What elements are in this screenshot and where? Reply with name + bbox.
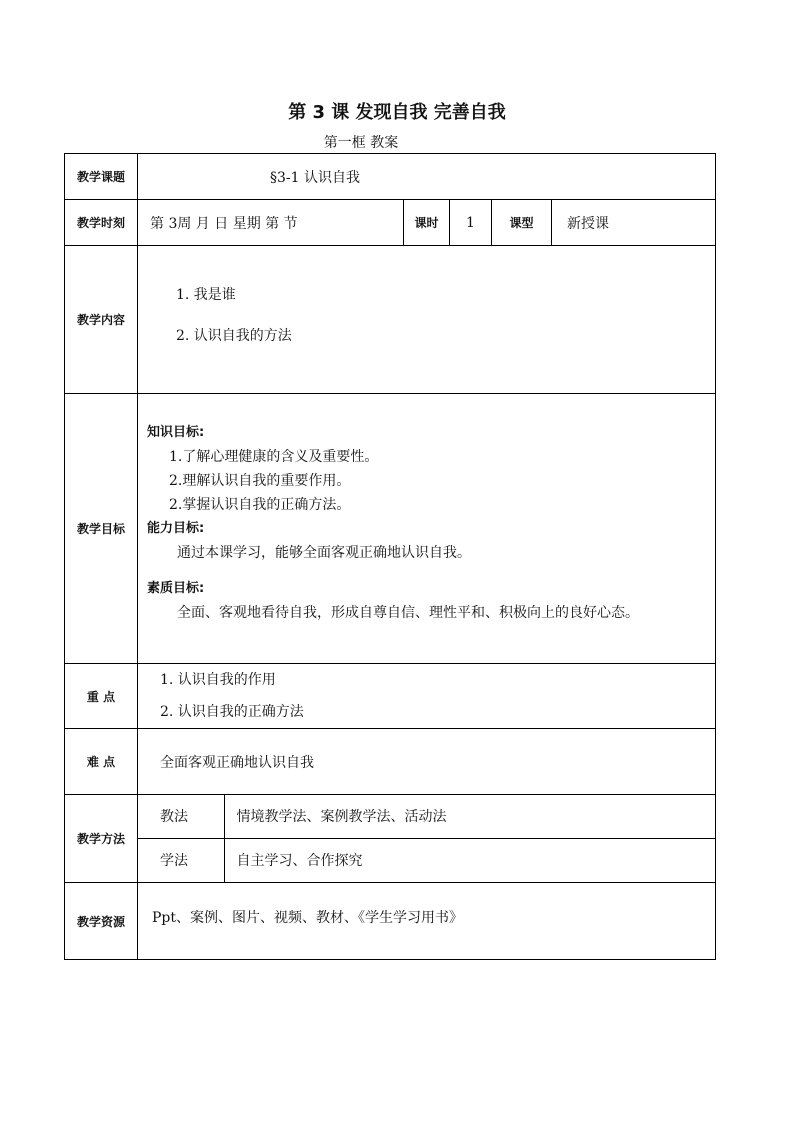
- page-subtitle: 第一框 教案: [323, 135, 399, 151]
- topic-label: 教学课题: [65, 154, 138, 200]
- content-cell: [138, 246, 716, 394]
- row-goals: [65, 394, 716, 664]
- quality-goal-text: 全面、客观地看待自我，形成自尊自信、理性平和、积极向上的良好心态。: [177, 605, 639, 621]
- goals-label: 教学目标: [65, 394, 138, 664]
- learn-method-value: 自主学习、合作探究: [224, 838, 715, 882]
- methods-label: 教学方法: [65, 795, 138, 883]
- teach-method-row: [138, 795, 715, 838]
- teach-method-label: 教法: [138, 795, 224, 838]
- goals-spacer: [147, 565, 715, 577]
- hours-label: 课时: [404, 200, 450, 246]
- row-methods: [65, 795, 716, 883]
- ability-goal-title: 能力目标:: [147, 521, 205, 536]
- difficulty-value: 全面客观正确地认识自我: [138, 729, 716, 795]
- ability-goal-text: 通过本课学习，能够全面客观正确地认识自我。: [177, 545, 471, 561]
- type-label: 课型: [492, 200, 552, 246]
- goals-cell: [138, 394, 716, 664]
- row-time: [65, 200, 716, 246]
- learn-method-label: 学法: [138, 838, 224, 882]
- hours-value: 1: [450, 200, 492, 246]
- key-item: 2. 认识自我的正确方法: [160, 704, 304, 720]
- row-topic: [65, 154, 716, 200]
- row-content: [65, 246, 716, 394]
- teach-method-value: 情境教学法、案例教学法、活动法: [236, 809, 447, 826]
- quality-goal-title: 素质目标:: [147, 581, 205, 596]
- learn-method-row: [138, 838, 715, 882]
- knowledge-goal-item: 1.了解心理健康的含义及重要性。: [169, 449, 379, 465]
- row-difficulty: [65, 729, 716, 795]
- knowledge-goal-item: 2.理解认识自我的重要作用。: [169, 473, 351, 489]
- resources-label: 教学资源: [65, 883, 138, 960]
- row-key: [65, 664, 716, 729]
- row-resources: [65, 883, 716, 960]
- content-item: 1. 我是谁: [176, 287, 236, 303]
- methods-cell: [138, 795, 716, 883]
- topic-value: §3-1 认识自我: [138, 154, 716, 200]
- key-label: 重 点: [65, 664, 138, 729]
- difficulty-label: 难 点: [65, 729, 138, 795]
- key-item: 1. 认识自我的作用: [160, 672, 276, 688]
- key-cell: [138, 664, 716, 729]
- type-value: 新授课: [552, 200, 716, 246]
- content-item: 2. 认识自我的方法: [176, 328, 292, 344]
- knowledge-goal-title: 知识目标:: [147, 425, 205, 440]
- methods-subtable: [138, 795, 715, 882]
- time-value: 第 3周 月 日 星期 第 节: [138, 200, 404, 246]
- knowledge-goal-item: 2.掌握认识自我的正确方法。: [169, 497, 351, 513]
- resources-value: Ppt、案例、图片、视频、教材、《学生学习用书》: [138, 883, 716, 960]
- page-title: 第 3 课 发现自我 完善自我: [288, 102, 506, 123]
- time-label: 教学时刻: [65, 200, 138, 246]
- content-label: 教学内容: [65, 246, 138, 394]
- lesson-plan-table: [64, 153, 716, 960]
